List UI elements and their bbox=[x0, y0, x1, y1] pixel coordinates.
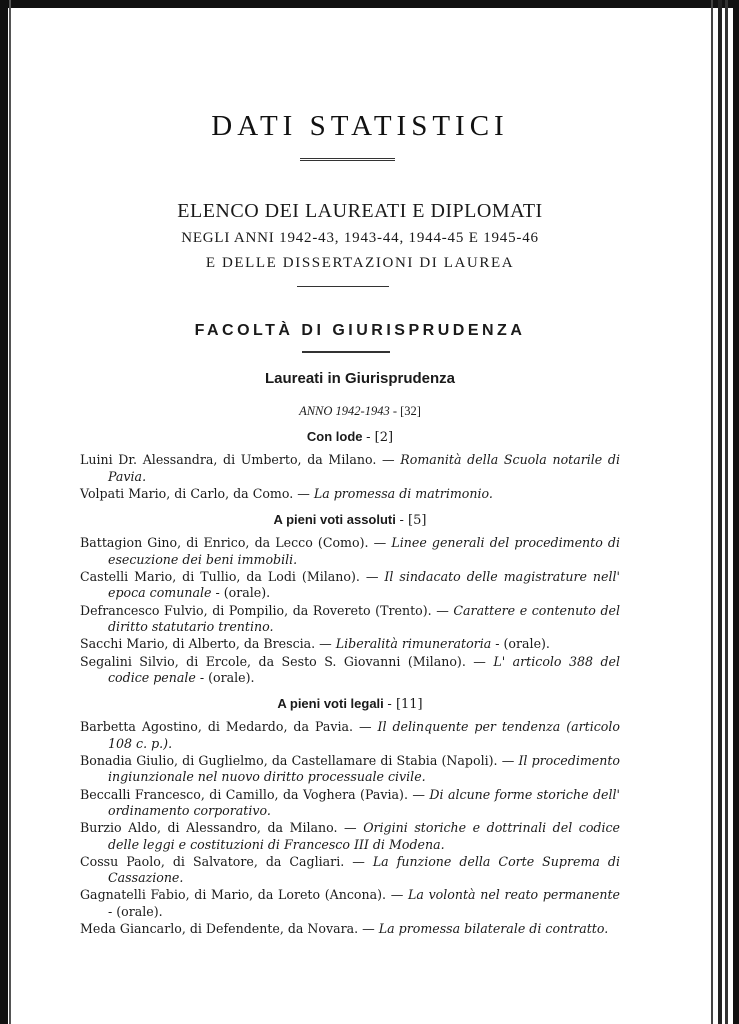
spacer bbox=[80, 687, 620, 693]
thesis-title: Di alcune forme storiche dell' ordinamento corporativo. bbox=[108, 786, 620, 818]
thesis-title: Linee generali del procedimento di esecuzione dei beni immobili. bbox=[108, 535, 621, 567]
category-label: A pieni voti legali bbox=[277, 696, 384, 712]
graduate-entry bbox=[80, 921, 620, 937]
faculty-divider bbox=[302, 351, 390, 353]
exam-note: - (orale). bbox=[211, 585, 271, 601]
graduate-entry bbox=[80, 452, 620, 485]
page-title: DATI STATISTICI bbox=[211, 110, 509, 142]
graduate-name: Segalini Silvio, di Ercole, da Sesto S. Giovanni (Milano). — bbox=[80, 653, 494, 669]
subtitle-divider bbox=[297, 286, 389, 287]
graduate-name: Burzio Aldo, di Alessandro, da Milano. — bbox=[80, 820, 364, 836]
thesis-title: Origini storiche e dottrinali del codice delle leggi e costituzioni di Francesco III di Modena. bbox=[108, 820, 620, 852]
graduates-list bbox=[80, 426, 620, 944]
faculty-heading: FACOLTÀ DI GIURISPRUDENZA bbox=[194, 322, 526, 339]
graduate-entry bbox=[80, 603, 620, 636]
graduate-name: Volpati Mario, di Carlo, da Como. — bbox=[80, 485, 314, 501]
thesis-title: La volontà nel reato permanente bbox=[408, 887, 620, 903]
graduate-name: Sacchi Mario, di Alberto, da Brescia. — bbox=[80, 636, 336, 652]
thesis-title: La funzione della Corte Suprema di Cassazione. bbox=[108, 853, 620, 886]
book-binding-edge bbox=[718, 0, 722, 1024]
spacer bbox=[80, 503, 620, 509]
thesis-title: La promessa di matrimonio. bbox=[313, 485, 493, 501]
scan-border-left bbox=[0, 0, 8, 1024]
subtitle-line-1: ELENCO DEI LAUREATI E DIPLOMATI bbox=[177, 200, 543, 222]
section-heading: Laureati in Giurisprudenza bbox=[264, 370, 456, 387]
graduate-entry bbox=[80, 787, 620, 820]
exam-note: - (orale). bbox=[195, 669, 255, 685]
spacer bbox=[80, 938, 620, 944]
graduate-entry bbox=[80, 719, 620, 752]
graduate-name: Meda Giancarlo, di Defendente, da Novara. — bbox=[80, 921, 379, 937]
graduate-entry bbox=[80, 854, 620, 887]
graduate-entry bbox=[80, 636, 620, 652]
category-label: A pieni voti assoluti bbox=[273, 512, 396, 528]
category-heading bbox=[80, 429, 620, 446]
graduate-name: Castelli Mario, di Tullio, da Lodi (Milano). — bbox=[80, 569, 385, 585]
thesis-title: Il delinquente per tendenza (articolo 108 c. p.). bbox=[108, 719, 620, 751]
graduate-name: Luini Dr. Alessandra, di Umberto, da Milano. — bbox=[80, 452, 401, 468]
year-heading bbox=[80, 404, 640, 419]
thesis-title: Romanità della Scuola notarile di Pavia. bbox=[108, 452, 620, 484]
thesis-title: L' articolo 388 del codice penale bbox=[108, 653, 621, 685]
subtitle-line-3: E DELLE DISSERTAZIONI DI LAUREA bbox=[205, 255, 515, 271]
book-binding-edge bbox=[725, 0, 728, 1024]
graduate-name: Defrancesco Fulvio, di Pompilio, da Rovereto (Trento). — bbox=[80, 602, 454, 618]
graduate-entry bbox=[80, 569, 620, 602]
exam-note: - (orale). bbox=[491, 636, 550, 652]
category-count: - [2] bbox=[366, 430, 394, 445]
graduate-name: Gagnatelli Fabio, di Mario, da Loreto (Ancona). — bbox=[80, 887, 409, 903]
graduate-name: Bonadia Giulio, di Guglielmo, da Castellamare di Stabia (Napoli). — bbox=[80, 753, 519, 769]
graduate-name: Cossu Paolo, di Salvatore, da Cagliari. — bbox=[80, 853, 373, 869]
year-count: - [32] bbox=[392, 404, 421, 418]
thesis-title: La promessa bilaterale di contratto. bbox=[378, 921, 609, 937]
graduate-entry bbox=[80, 887, 620, 920]
subtitle-line-2: NEGLI ANNI 1942-43, 1943-44, 1944-45 E 1945-46 bbox=[181, 230, 539, 246]
thesis-title: Carattere e contenuto del diritto statutario trentino. bbox=[108, 602, 620, 634]
graduate-entry bbox=[80, 753, 620, 786]
title-divider bbox=[300, 158, 395, 161]
category-heading bbox=[80, 512, 620, 529]
category-label: Con lode bbox=[306, 429, 363, 444]
thesis-title: Il procedimento ingiunzionale nel nuovo diritto processuale civile. bbox=[108, 753, 620, 785]
category-heading bbox=[80, 696, 620, 713]
graduate-entry bbox=[80, 820, 620, 853]
scan-border-top bbox=[0, 0, 739, 8]
category-count: - [11] bbox=[387, 697, 423, 713]
graduate-name: Barbetta Agostino, di Medardo, da Pavia. — bbox=[80, 719, 378, 735]
graduate-name: Battagion Gino, di Enrico, da Lecco (Como). — bbox=[80, 535, 392, 551]
category-count: - [5] bbox=[399, 513, 427, 529]
graduate-entry bbox=[80, 654, 620, 687]
book-binding-edge bbox=[711, 0, 713, 1024]
scan-border-left-inner bbox=[9, 0, 11, 1024]
graduate-name: Beccalli Francesco, di Camillo, da Voghera (Pavia). — bbox=[80, 786, 430, 802]
graduate-entry bbox=[80, 486, 620, 502]
graduate-entry bbox=[80, 535, 620, 568]
thesis-title: Il sindacato delle magistrature nell' epoca comunale bbox=[108, 569, 621, 601]
year-label: ANNO 1942-1943 bbox=[299, 404, 390, 418]
book-binding-edge bbox=[733, 0, 739, 1024]
thesis-title: Liberalità rimuneratoria bbox=[335, 636, 492, 652]
exam-note: - (orale). bbox=[108, 903, 163, 919]
